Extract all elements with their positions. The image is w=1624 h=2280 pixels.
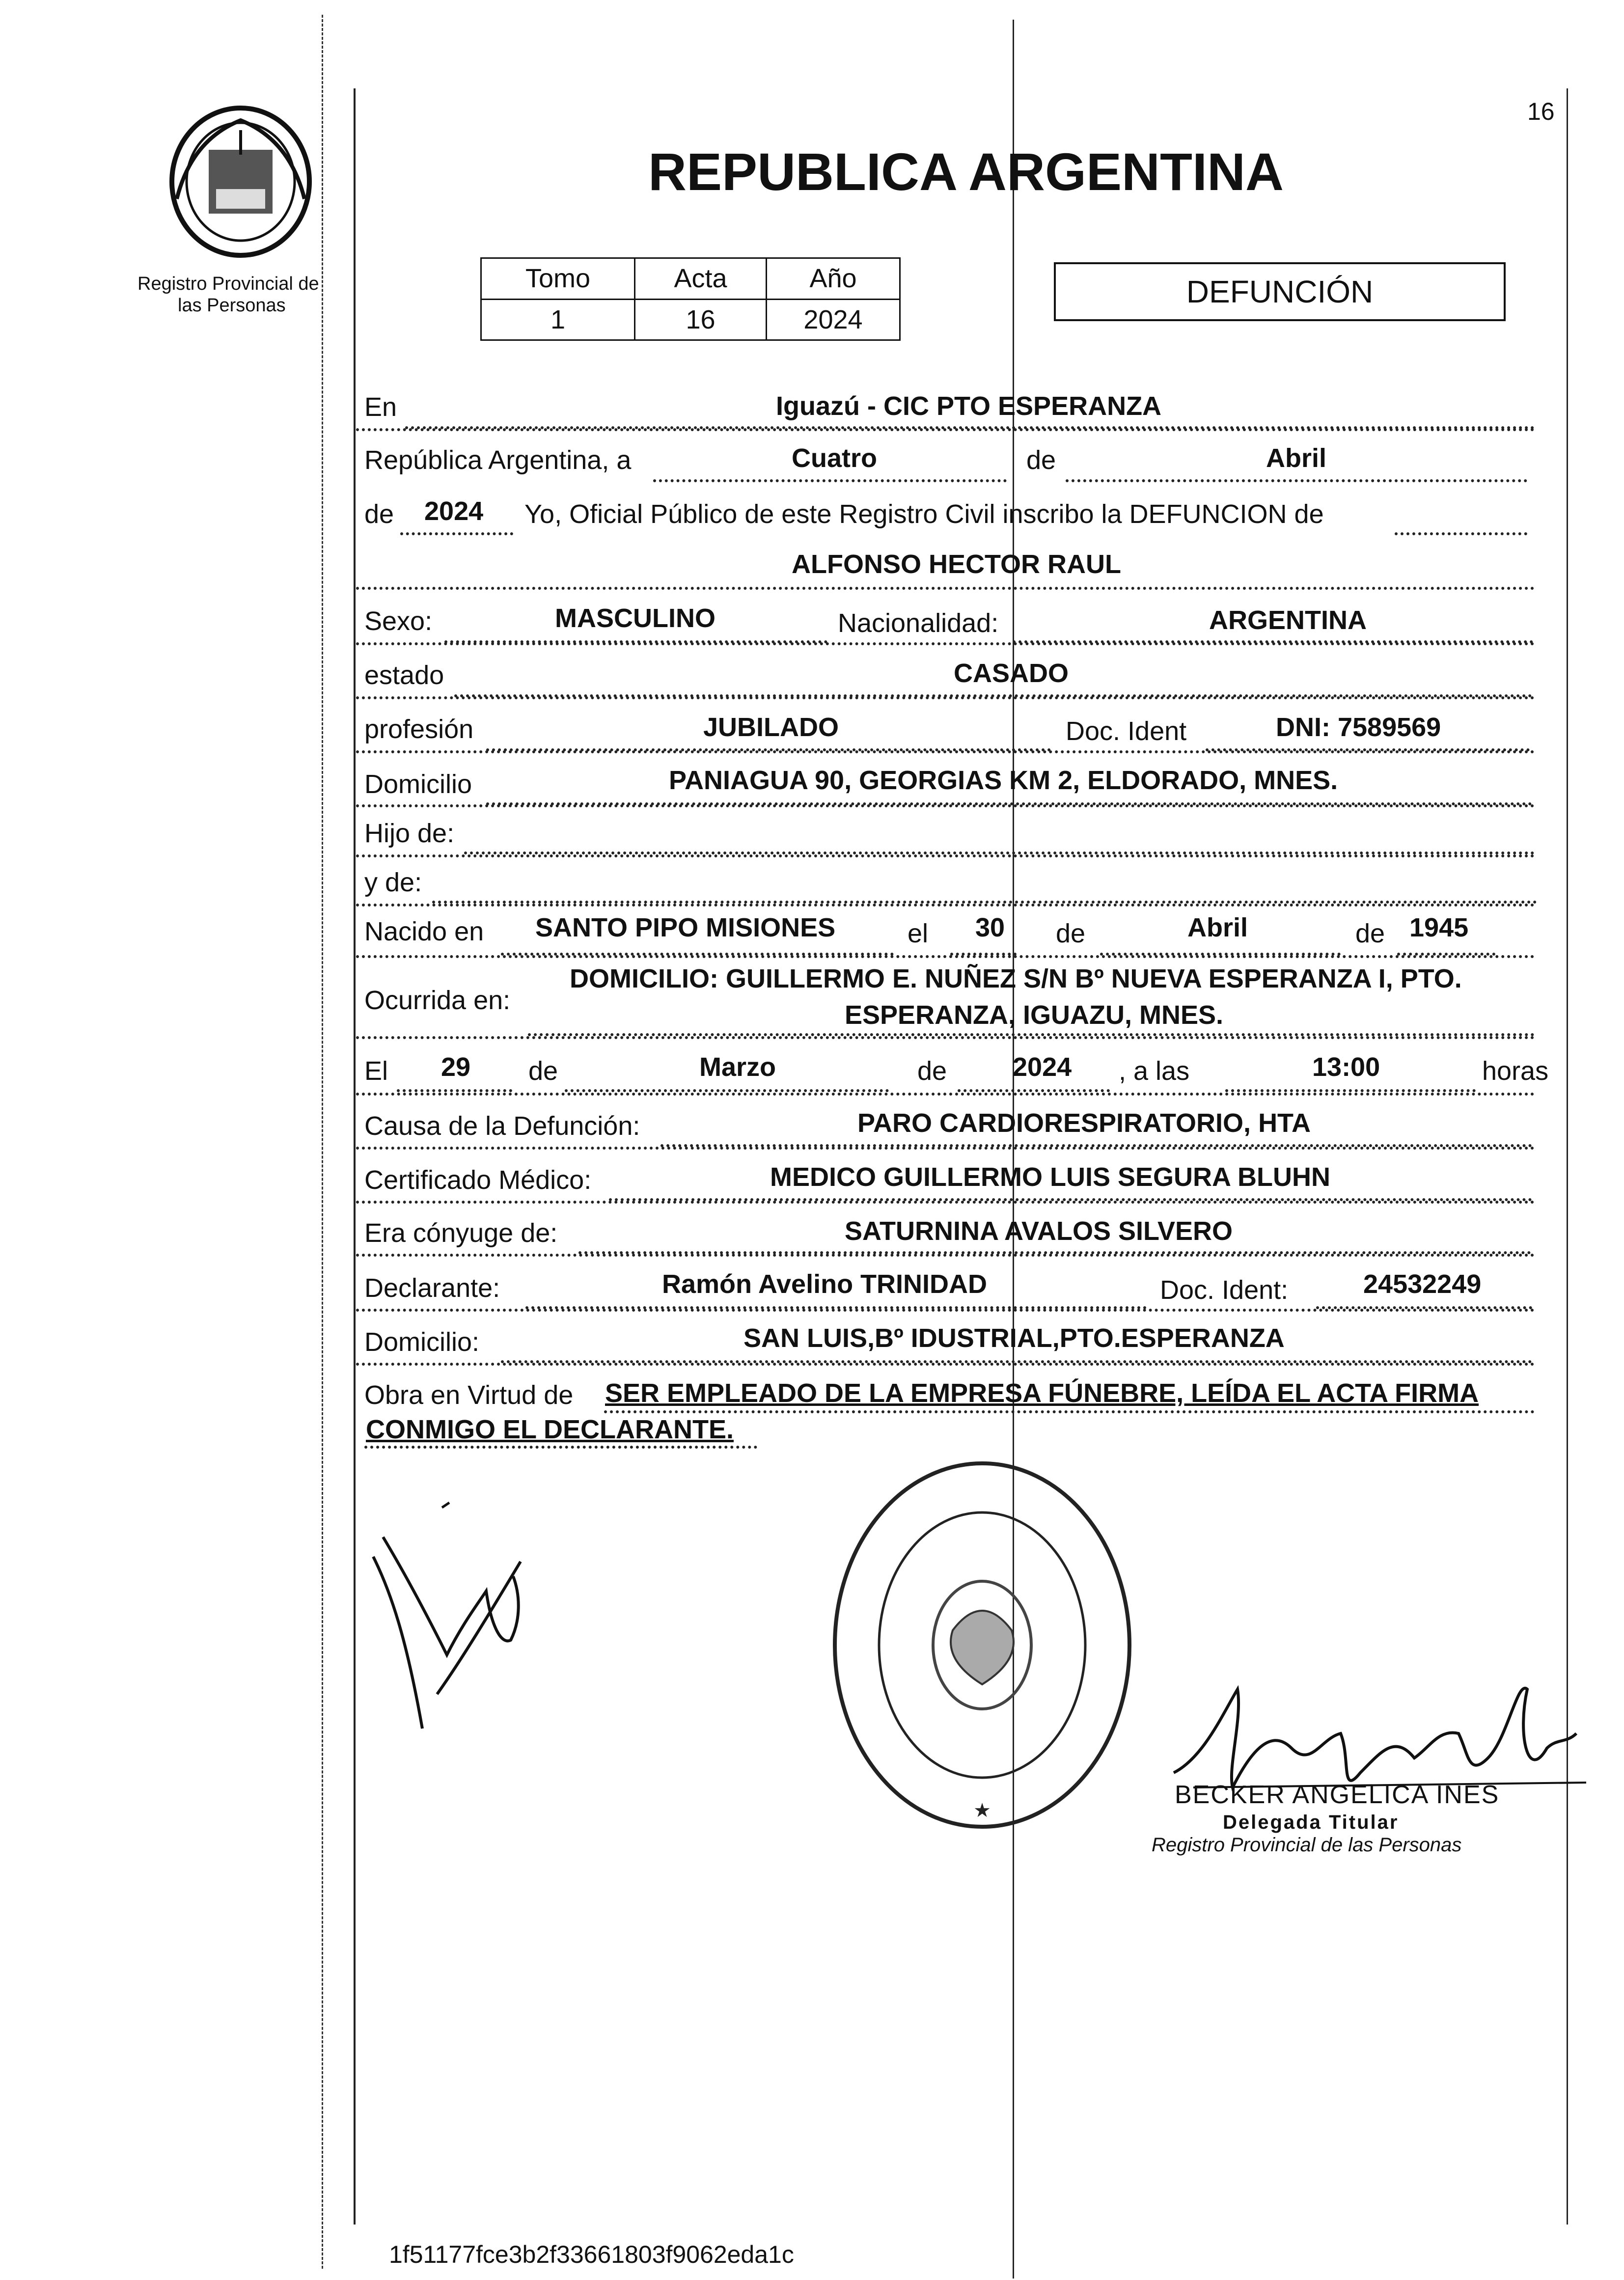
domicilio2-label: Domicilio: (364, 1327, 480, 1357)
declarant-signature (363, 1498, 530, 1733)
document-hash: 1f51177fce3b2f33661803f9062eda1c (389, 2241, 794, 2268)
causa-dots (661, 1144, 1532, 1147)
conyuge-value: SATURNINA AVALOS SILVERO (845, 1216, 1233, 1246)
domicilio2-value: SAN LUIS,Bº IDUSTRIAL,PTO.ESPERANZA (743, 1323, 1285, 1353)
profesion-value: JUBILADO (703, 713, 839, 742)
nacido-label: Nacido en (364, 917, 484, 946)
registry-name-line2: las Personas (178, 295, 286, 316)
en-value: Iguazú - CIC PTO ESPERANZA (776, 391, 1162, 421)
registry-name-line1: Registro Provincial de (138, 274, 319, 294)
obra-line1: SER EMPLEADO DE LA EMPRESA FÚNEBRE, LEÍDA EL ACTA FIRMA (605, 1378, 1479, 1408)
left-margin-dashed-line (322, 15, 323, 2269)
death-month: Marzo (699, 1052, 776, 1082)
deceased-name: ALFONSO HECTOR RAUL (792, 549, 1121, 579)
official-stamp-name: BECKER ANGELICA INES (1175, 1781, 1500, 1809)
sexo-value: MASCULINO (555, 604, 716, 633)
declarante-value: Ramón Avelino TRINIDAD (662, 1269, 988, 1299)
domicilio-label: Domicilio (364, 769, 472, 799)
acta-value: 16 (635, 299, 767, 340)
domicilio2-dots (501, 1360, 1532, 1363)
row-separator (356, 587, 1535, 590)
sexo-label: Sexo: (364, 606, 433, 636)
doc-ident-dots (1206, 748, 1530, 751)
death-de2-label: de (917, 1056, 947, 1086)
ocurrida-dots (528, 1033, 1535, 1036)
death-year-dots (958, 1089, 1110, 1092)
yo-dots (1395, 532, 1527, 535)
death-month-dots (565, 1089, 889, 1092)
tomo-value: 1 (481, 299, 635, 340)
acta-header: Acta (635, 258, 767, 300)
sexo-dots (444, 640, 827, 643)
birth-month-dots (1100, 953, 1341, 956)
obra-line1-dots (604, 1410, 1535, 1413)
anio-header: Año (767, 258, 900, 300)
declarante-label: Declarante: (364, 1273, 500, 1303)
obra-line2-dots (364, 1446, 757, 1449)
right-frame-line (1567, 88, 1568, 2225)
svg-text:★: ★ (973, 1800, 991, 1821)
death-day-dots (397, 1089, 512, 1092)
en-dots (405, 426, 1535, 429)
hijo-dots (464, 852, 1535, 854)
estado-dots (454, 694, 1532, 697)
doc-ident-value: DNI: 7589569 (1276, 713, 1441, 742)
profesion-label: profesión (364, 714, 474, 744)
anio-value: 2024 (767, 299, 900, 340)
death-de-label: de (528, 1056, 558, 1086)
record-table (480, 257, 901, 341)
nacionalidad-label: Nacionalidad: (838, 608, 999, 638)
official-stamp-org: Registro Provincial de las Personas (1152, 1834, 1462, 1856)
nacido-value: SANTO PIPO MISIONES (535, 913, 836, 942)
republica-label: República Argentina, a (364, 445, 632, 475)
death-day: 29 (441, 1052, 471, 1082)
el-label: el (908, 919, 929, 948)
conyuge-dots (578, 1251, 1531, 1254)
birth-year: 1945 (1409, 913, 1469, 942)
conyuge-label: Era cónyuge de: (364, 1218, 558, 1248)
record-type-box: DEFUNCIÓN (1054, 262, 1506, 321)
doc2-value: 24532249 (1363, 1269, 1482, 1299)
month-dots (1066, 479, 1527, 482)
registry-official-seal (825, 1454, 1139, 1837)
ocurrida-line1: DOMICILIO: GUILLERMO E. NUÑEZ S/N Bº NUEVA ESPERANZA I, PTO. (570, 964, 1462, 993)
tomo-header: Tomo (481, 258, 635, 300)
profesion-dots (486, 748, 1051, 751)
nacido-dots (501, 953, 894, 956)
certificado-dots (609, 1198, 1532, 1201)
day-value: Cuatro (792, 443, 877, 473)
yo-text: Yo, Oficial Público de este Registro Civil inscribo la DEFUNCION de (524, 499, 1324, 529)
year-dots (400, 532, 513, 535)
estado-label: estado (364, 660, 444, 690)
birth-de-label: de (1056, 919, 1086, 948)
row-separator (356, 904, 1535, 907)
causa-value: PARO CARDIORESPIRATORIO, HTA (857, 1108, 1311, 1138)
row-separator (356, 1093, 1535, 1096)
El-label: El (364, 1056, 388, 1086)
nacionalidad-dots (1013, 640, 1533, 643)
obra-line2: CONMIGO EL DECLARANTE. (366, 1415, 734, 1444)
doc-ident-label: Doc. Ident (1066, 716, 1187, 746)
year-value: 2024 (424, 496, 484, 526)
ocurrida-line2: ESPERANZA, IGUAZU, MNES. (845, 1000, 1224, 1030)
birth-de2-label: de (1355, 919, 1385, 948)
estado-value: CASADO (954, 659, 1069, 688)
de-year-label: de (364, 499, 394, 529)
ocurrida-label: Ocurrida en: (364, 986, 511, 1015)
domicilio-value: PANIAGUA 90, GEORGIAS KM 2, ELDORADO, MNES. (669, 766, 1338, 795)
domicilio-dots (486, 802, 1532, 805)
de-label: de (1026, 445, 1056, 475)
official-stamp-role: Delegada Titular (1223, 1812, 1399, 1833)
row-separator (356, 854, 1535, 857)
doc2-dots (1316, 1306, 1532, 1309)
row-separator (356, 1036, 1535, 1039)
provincial-seal-logo (162, 101, 319, 263)
obra-label: Obra en Virtud de (364, 1380, 574, 1410)
horas-label: horas (1482, 1056, 1549, 1086)
death-time-dots (1225, 1089, 1476, 1092)
birth-year-dots (1397, 953, 1495, 956)
causa-label: Causa de la Defunción: (364, 1111, 640, 1141)
birth-day-dots (950, 953, 1017, 956)
certificado-label: Certificado Médico: (364, 1165, 592, 1195)
nacionalidad-value: ARGENTINA (1209, 605, 1367, 635)
page-number: 16 (1527, 98, 1555, 125)
certificado-value: MEDICO GUILLERMO LUIS SEGURA BLUHN (770, 1162, 1330, 1192)
left-frame-line (354, 88, 356, 2225)
en-label: En (364, 392, 397, 422)
declarante-dots (525, 1306, 1147, 1309)
day-dots (653, 479, 1007, 482)
birth-day: 30 (975, 913, 1005, 942)
death-time: 13:00 (1312, 1052, 1380, 1082)
birth-month: Abril (1187, 913, 1248, 942)
doc2-label: Doc. Ident: (1160, 1275, 1289, 1305)
death-year: 2024 (1013, 1052, 1072, 1082)
document-title: REPUBLICA ARGENTINA (648, 142, 1284, 201)
alas-label: , a las (1119, 1056, 1190, 1086)
yde-label: y de: (364, 868, 422, 897)
yde-dots (432, 901, 1537, 904)
hijo-label: Hijo de: (364, 819, 455, 848)
month-value: Abril (1266, 443, 1327, 473)
